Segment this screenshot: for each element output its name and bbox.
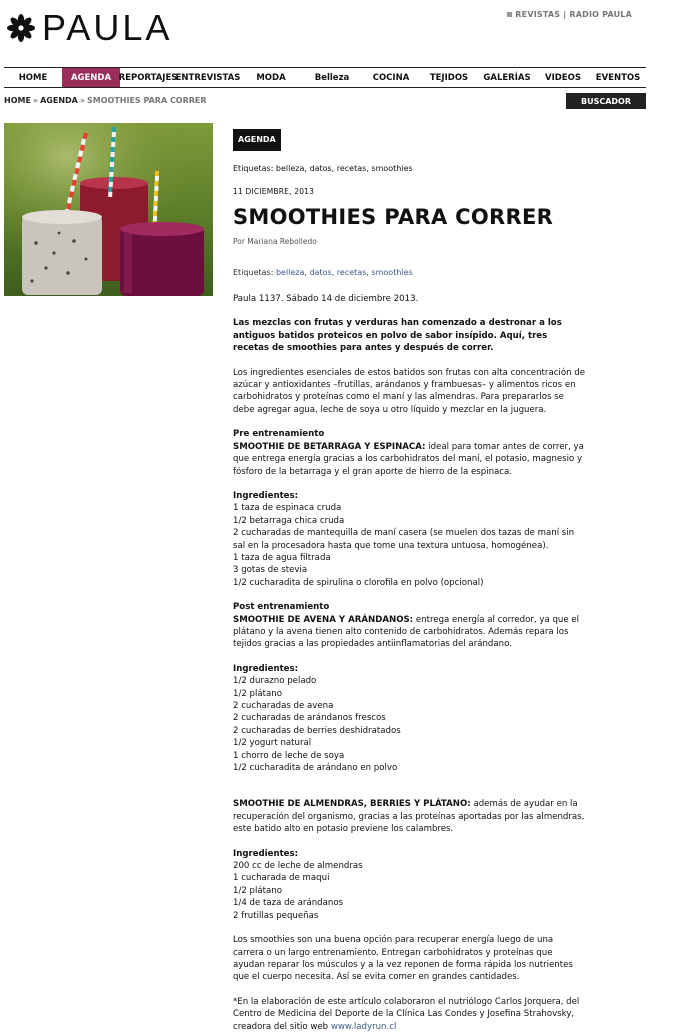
site-logo[interactable] [6, 8, 172, 48]
ingredient-item: 1/2 yogurt natural [233, 738, 312, 749]
intro-paragraph: Los ingredientes esenciales de estos batidos son frutas con alta concentración de azúcar y antioxidantes –frutillas, arándanos y frambuesas– y alimentos ricos en carbohidratos y proteínas como el maní y las almendras. Para prepararlos se debe agregar agua, leche de soya u otro líquido y mezclar en la juguera. [233, 367, 585, 415]
tag-link[interactable]: recetas [336, 267, 367, 277]
flower-logo-icon [6, 13, 36, 43]
ingredient-item: 2 cucharadas de berries deshidratados [233, 725, 401, 736]
ingredients-heading: Ingredientes: [233, 490, 299, 501]
ingredient-item: 1 chorro de leche de soya [233, 750, 345, 761]
credit-paragraph [233, 996, 585, 1033]
smoothie-2-desc: entrega energía al corredor, ya que el plátano y la avena tienen alto contenido de carbohidratos. Además repara los tejidos gracias a las propiedades antiinflamatorias del arándano. [233, 614, 580, 650]
ingredient-item: 1/2 betarraga chica cruda [233, 515, 345, 526]
article-title: SMOOTHIES PARA CORRER [233, 205, 554, 230]
smoothie-3-desc: además de ayudar en la recuperación del organismo, gracias a las proteínas aportadas por las almendras, este batido alto en potasio previene los calambres. [233, 799, 585, 835]
ingredient-item: 1/2 cucharadita de spirulina o clorofila en polvo (opcional) [233, 577, 484, 588]
breadcrumb-agenda[interactable]: AGENDA [40, 96, 78, 105]
ingredients-heading: Ingredientes: [233, 848, 299, 859]
ingredient-item: 3 gotas de stevia [233, 565, 308, 576]
search-button[interactable]: BUSCADOR [566, 93, 646, 109]
article [233, 129, 585, 1033]
article-body [233, 293, 585, 1033]
top-links [507, 10, 632, 19]
breadcrumb-home[interactable]: HOME [4, 96, 31, 105]
breadcrumb-sep: » [32, 96, 39, 105]
ingredient-item: 1 taza de espinaca cruda [233, 503, 342, 514]
section-badge[interactable]: AGENDA [233, 129, 281, 151]
closing-paragraph: Los smoothies son una buena opción para recuperar energía luego de una carrera o un largo entrenamiento. Entregan carbohidratos y proteínas que ayudan reparar los músculos y a la vez reponen de forma rápida los nutrientes que el cuerpo necesita. Así se evita comer en grandes cantidades. [233, 935, 573, 983]
article-date: 11 DICIEMBRE, 2013 [233, 186, 315, 196]
article-image [4, 123, 213, 296]
smoothie-1-paragraph [233, 441, 585, 478]
top-links-separator: | [563, 10, 567, 19]
credit-text: *En la elaboración de este artículo colaboraron el nutriólogo Carlos Jorquera, del Centro de Medicina del Deporte de la Clínica Las Condes y Josefina Strahovsky, creadora del sitio web [233, 996, 580, 1032]
issue-line: Paula 1137. Sábado 14 de diciembre 2013. [233, 294, 419, 305]
ingredient-item: 2 frutillas pequeñas [233, 910, 319, 921]
nav-agenda[interactable]: AGENDA [62, 68, 120, 87]
main-nav [4, 67, 646, 88]
pre-heading: Pre entrenamiento [233, 429, 325, 440]
nav-moda[interactable]: MODA [256, 72, 286, 83]
ingredient-item: 200 cc de leche de almendras [233, 861, 363, 872]
breadcrumb [4, 96, 207, 105]
ingredient-item: 2 cucharadas de avena [233, 701, 334, 711]
nav-belleza[interactable]: Belleza [314, 72, 350, 83]
nav-entrevistas[interactable]: ENTREVISTAS [175, 72, 241, 83]
nav-galerias[interactable]: GALERÍAS [483, 72, 531, 83]
post-heading: Post entrenamiento [233, 602, 330, 613]
link-radio-paula[interactable]: RADIO PAULA [569, 10, 632, 19]
nav-home[interactable]: HOME [18, 72, 48, 83]
link-revistas[interactable]: REVISTAS [515, 10, 561, 19]
logo-text: PAULA [42, 7, 173, 48]
tag-link[interactable]: datos [309, 267, 332, 277]
nav-cocina[interactable]: COCINA [372, 72, 410, 83]
tags-line: Etiquetas: belleza, datos, recetas, smoothies [233, 164, 413, 174]
ingredients-heading: Ingredientes: [233, 663, 299, 674]
breadcrumb-sep: » [79, 96, 86, 105]
smoothie-3-ingredients [233, 860, 585, 922]
smoothie-3-paragraph [233, 798, 585, 835]
smoothie-3-name: SMOOTHIE DE ALMENDRAS, BERRIES Y PLÁTANO: [233, 799, 471, 810]
tag-link[interactable]: smoothies [371, 267, 413, 277]
ingredient-item: 1 taza de agua filtrada [233, 552, 331, 563]
ingredient-item: 1/2 plátano [233, 688, 283, 699]
ingredient-item: 2 cucharadas de mantequilla de maní casera (se muelen dos tazas de maní sin sal en la procesadora hasta que tome una textura untuosa, homogénea). [233, 528, 575, 551]
ingredient-item: 1/4 de taza de arándanos [233, 898, 344, 909]
breadcrumb-current: SMOOTHIES PARA CORRER [87, 96, 207, 105]
square-bullet-icon [507, 12, 512, 17]
article-author: Por Mariana Rebolledo [233, 237, 317, 247]
tag-link[interactable]: belleza [275, 267, 305, 277]
smoothie-1-ingredients [233, 502, 585, 589]
nav-reportajes[interactable]: REPORTAJES [118, 72, 178, 83]
nav-eventos[interactable]: EVENTOS [595, 72, 641, 83]
nav-videos[interactable]: VIDEOS [545, 72, 581, 83]
smoothie-2-paragraph [233, 614, 585, 651]
tags-label: Etiquetas: [233, 267, 274, 277]
ladyrun-link[interactable]: www.ladyrun.cl [330, 1021, 397, 1032]
ingredient-item: 1 cucharada de maqui [233, 873, 330, 884]
smoothie-2-name: SMOOTHIE DE AVENA Y ARÁNDANOS: [233, 614, 414, 625]
tags-links: Etiquetas: belleza, datos, recetas, smoothies [233, 267, 413, 277]
smoothie-2-ingredients [233, 675, 585, 774]
smoothie-1-name: SMOOTHIE DE BETARRAGA Y ESPINACA: [233, 441, 426, 452]
ingredient-item: 1/2 durazno pelado [233, 676, 317, 687]
ingredient-item: 1/2 plátano [233, 885, 283, 896]
ingredient-item: 1/2 cucharadita de arándano en polvo [233, 763, 398, 774]
smoothie-1-desc: ideal para tomar antes de correr, ya que entrega energía gracias a los carbohidratos del maní, el potasio, magnesio y fósforo de la betarraga y el gran aporte de hierro de la espinaca. [233, 441, 584, 477]
smoothies-photo-icon [4, 123, 213, 296]
nav-tejidos[interactable]: TEJIDOS [429, 72, 469, 83]
ingredient-item: 2 cucharadas de arándanos frescos [233, 713, 386, 724]
article-lead: Las mezclas con frutas y verduras han comenzado a destronar a los antiguos batidos proteicos en polvo de sabor insípido. Aquí, tres recetas de smoothies para antes y después de correr. [233, 318, 562, 354]
